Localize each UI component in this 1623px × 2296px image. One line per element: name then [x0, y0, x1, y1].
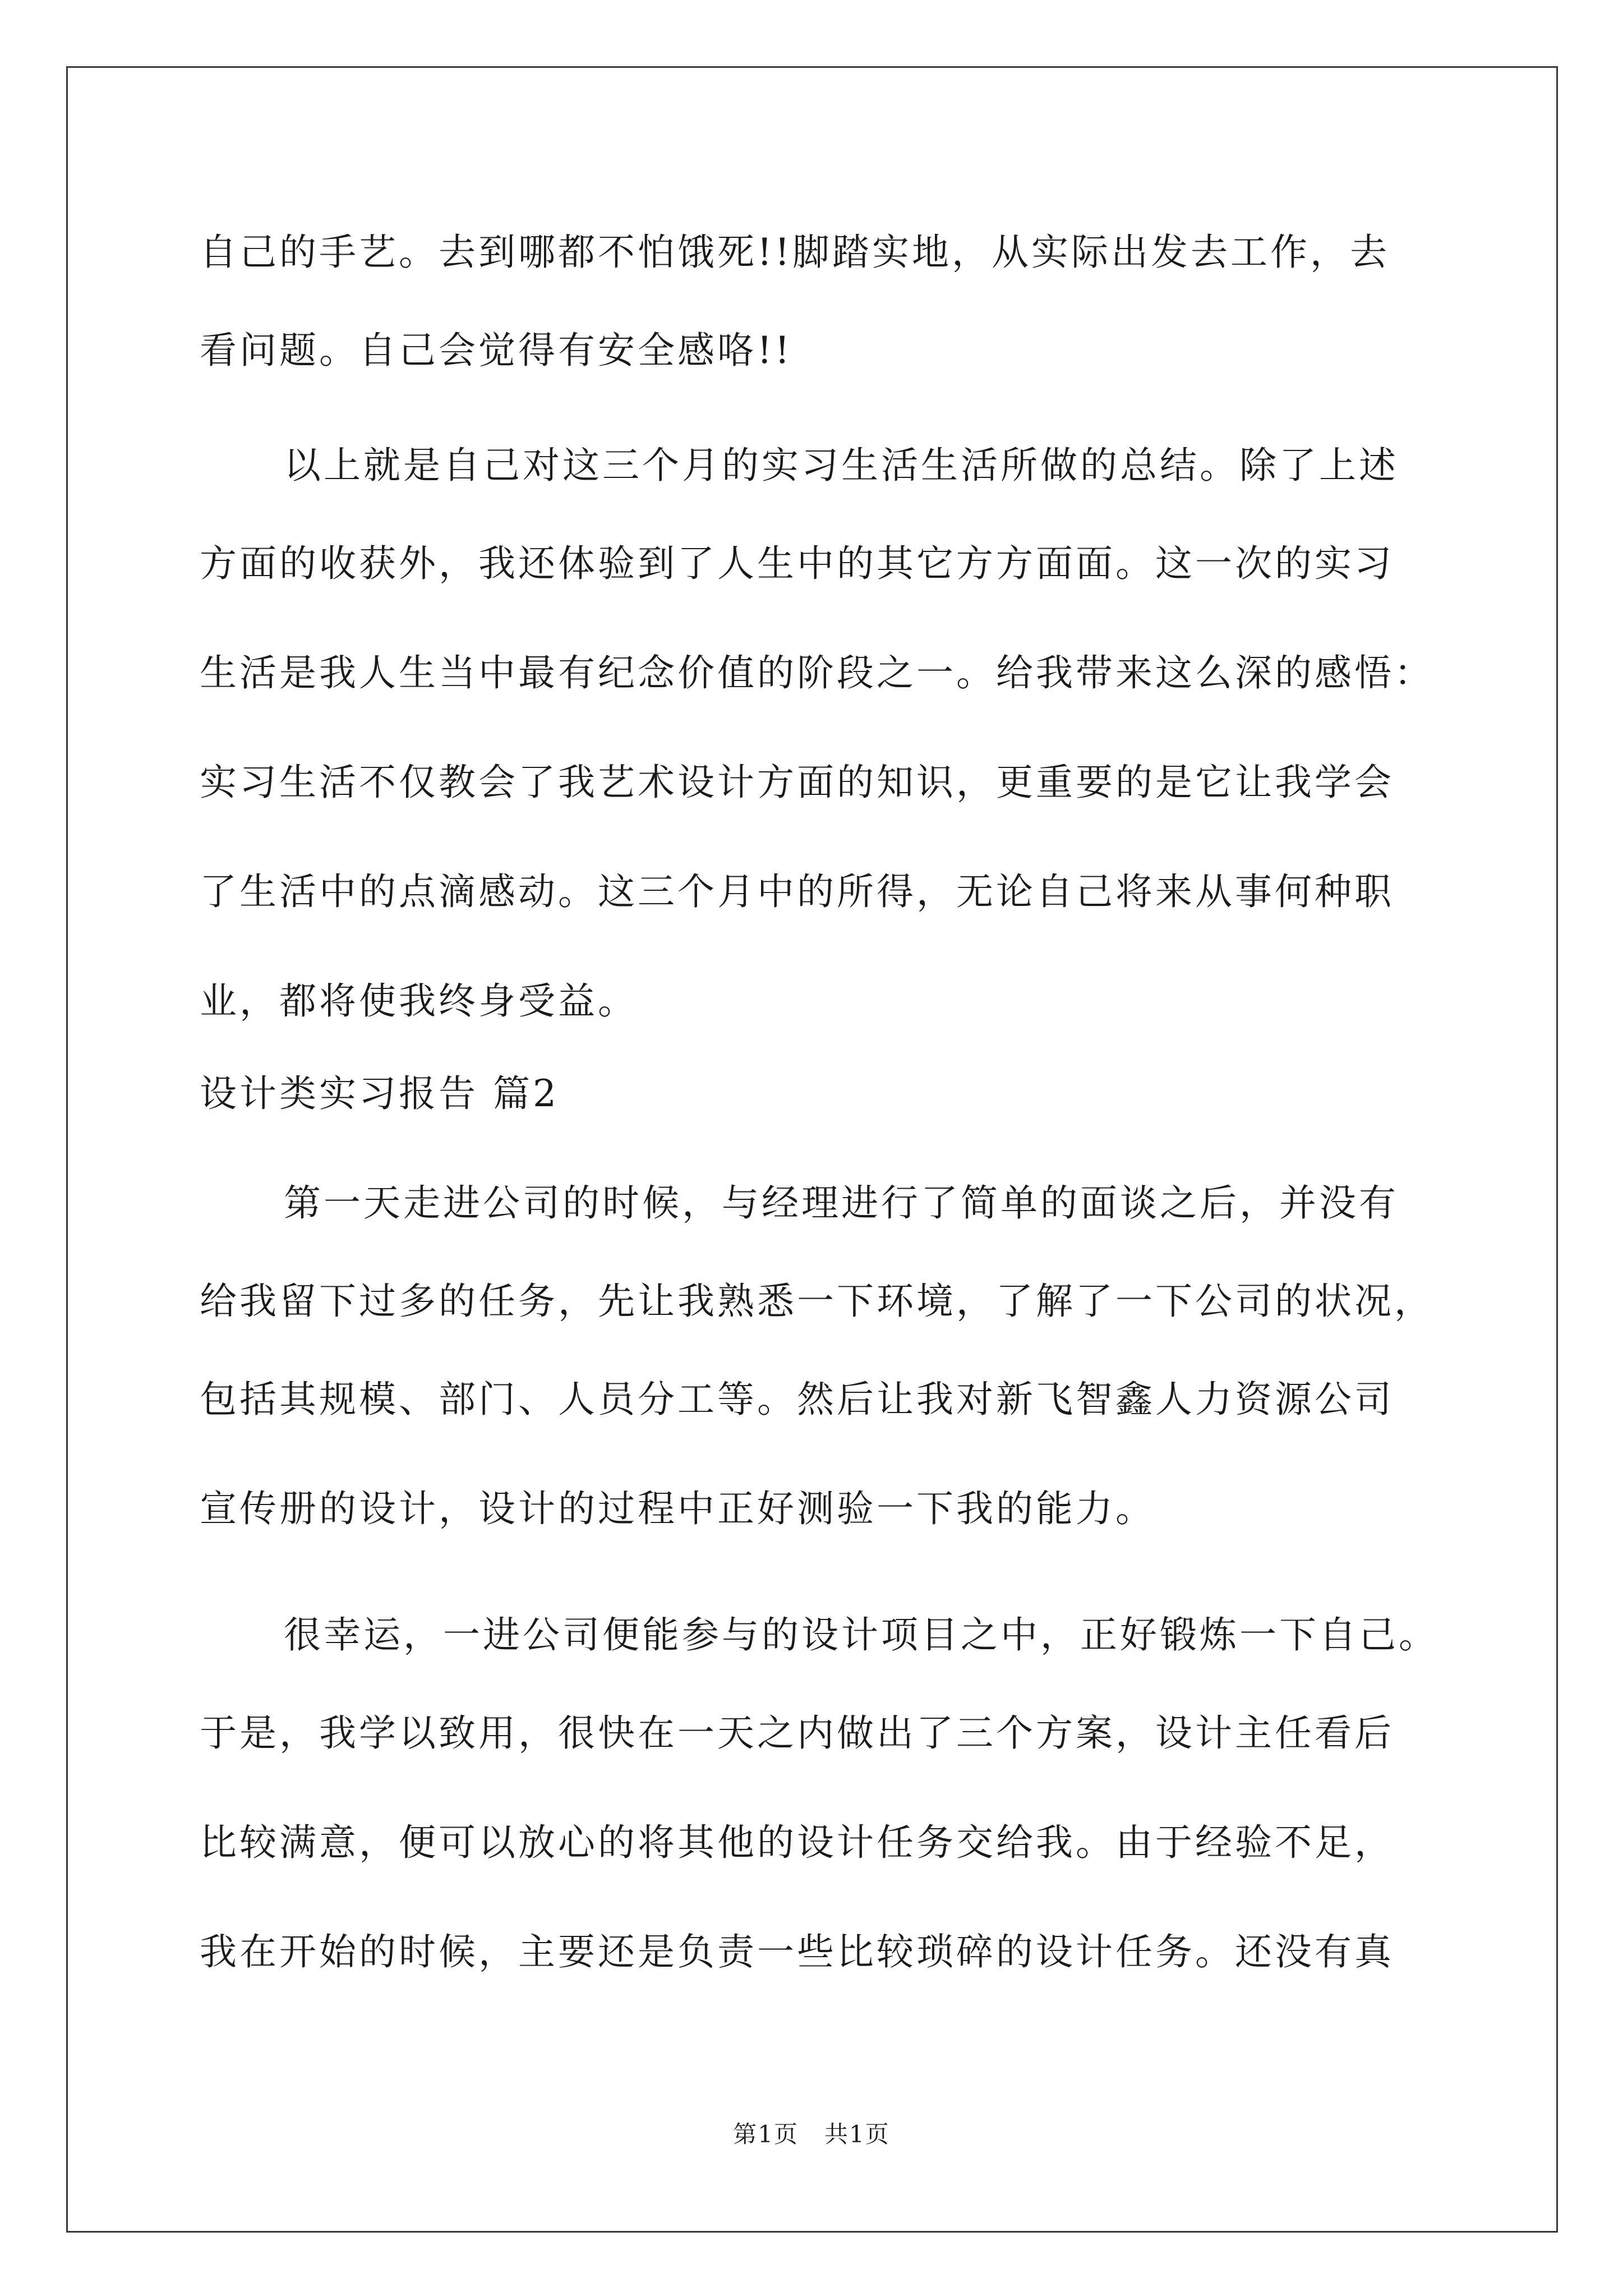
- text-line: 我在开始的时候，主要还是负责一些比较琐碎的设计任务。还没有真: [200, 1930, 1394, 1973]
- text-line: 自己的手艺。去到哪都不怕饿死!!脚踏实地，从实际出发去工作，去: [200, 231, 1390, 274]
- text-line: 实习生活不仅教会了我艺术设计方面的知识，更重要的是它让我学会: [200, 761, 1394, 804]
- text-line: 宣传册的设计，设计的过程中正好测验一下我的能力。: [200, 1487, 1155, 1530]
- text-line: 方面的收获外，我还体验到了人生中的其它方方面面。这一次的实习: [200, 542, 1394, 585]
- section-heading: 设计类实习报告 篇2: [200, 1072, 559, 1115]
- text-line: 了生活中的点滴感动。这三个月中的所得，无论自己将来从事何种职: [200, 870, 1394, 913]
- text-line: 包括其规模、部门、人员分工等。然后让我对新飞智鑫人力资源公司: [200, 1378, 1394, 1421]
- paragraph-start-line: 第一天走进公司的时候，与经理进行了简单的面谈之后，并没有: [284, 1181, 1399, 1225]
- text-line: 看问题。自己会觉得有安全感咯!!: [200, 329, 793, 372]
- paragraph-start-line: 很幸运，一进公司便能参与的设计项目之中，正好锻炼一下自己。: [284, 1613, 1438, 1657]
- text-line: 给我留下过多的任务，先让我熟悉一下环境，了解了一下公司的状况，: [200, 1280, 1434, 1323]
- text-line: 业，都将使我终身受益。: [200, 979, 638, 1023]
- page-border: [66, 66, 1558, 2233]
- text-line: 比较满意，便可以放心的将其他的设计任务交给我。由于经验不足，: [200, 1821, 1394, 1864]
- page-footer: 第1页 共1页: [733, 2120, 890, 2148]
- text-line: 生活是我人生当中最有纪念价值的阶段之一。给我带来这么深的感悟：: [200, 651, 1434, 694]
- text-line: 于是，我学以致用，很快在一天之内做出了三个方案，设计主任看后: [200, 1711, 1394, 1755]
- paragraph-start-line: 以上就是自己对这三个月的实习生活生活所做的总结。除了上述: [284, 444, 1399, 487]
